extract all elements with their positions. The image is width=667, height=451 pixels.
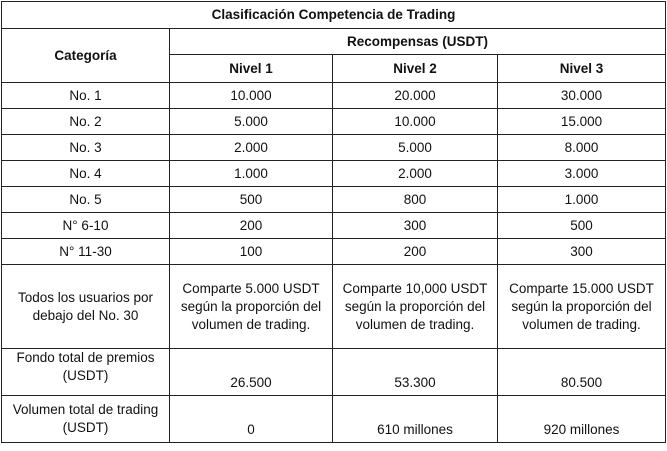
level-2-value: 800 [333, 187, 498, 213]
level-1-value: 5.000 [170, 109, 333, 135]
level-3-value: Comparte 15.000 USDT según la proporción del volumen de trading. [498, 265, 666, 349]
level-3-value: 300 [498, 239, 666, 265]
level-1-value: 0 [170, 396, 333, 443]
others-label: Todos los usuarios por debajo del No. 30 [2, 265, 170, 349]
others-row [2, 265, 666, 349]
rank-label: No. 1 [2, 83, 170, 109]
level-3-value: 80.500 [498, 349, 666, 396]
level-2-value: 53.300 [333, 349, 498, 396]
volume-label: Volumen total de trading (USDT) [2, 396, 170, 443]
rank-label: No. 5 [2, 187, 170, 213]
level-1-value: 500 [170, 187, 333, 213]
table-row [2, 161, 666, 187]
level-1-value: 26.500 [170, 349, 333, 396]
level-2-value: 10.000 [333, 109, 498, 135]
rank-label: No. 2 [2, 109, 170, 135]
level-1-value: 200 [170, 213, 333, 239]
title-row [2, 2, 666, 29]
level-3-value: 920 millones [498, 396, 666, 443]
prize-pool-label: Fondo total de premios (USDT) [2, 349, 170, 396]
level-1-value: Comparte 5.000 USDT según la proporción del volumen de trading. [170, 265, 333, 349]
level-1-value: 1.000 [170, 161, 333, 187]
level-1-value: 2.000 [170, 135, 333, 161]
table-row [2, 135, 666, 161]
rank-label: No. 3 [2, 135, 170, 161]
level-3-header: Nivel 3 [498, 55, 666, 83]
level-2-value: 20.000 [333, 83, 498, 109]
level-3-value: 3.000 [498, 161, 666, 187]
rewards-header: Recompensas (USDT) [170, 29, 666, 55]
level-2-header: Nivel 2 [333, 55, 498, 83]
trading-competition-table [1, 1, 666, 443]
rank-label: N° 6-10 [2, 213, 170, 239]
level-1-value: 10.000 [170, 83, 333, 109]
level-3-value: 15.000 [498, 109, 666, 135]
category-header: Categoría [2, 29, 170, 83]
table-row [2, 109, 666, 135]
level-1-header: Nivel 1 [170, 55, 333, 83]
level-3-value: 1.000 [498, 187, 666, 213]
level-2-value: 610 millones [333, 396, 498, 443]
table-row [2, 83, 666, 109]
table-row [2, 239, 666, 265]
level-1-value: 100 [170, 239, 333, 265]
rank-label: No. 4 [2, 161, 170, 187]
table-row [2, 187, 666, 213]
volume-row [2, 396, 666, 443]
level-2-value: 5.000 [333, 135, 498, 161]
rank-label: N° 11-30 [2, 239, 170, 265]
level-3-value: 500 [498, 213, 666, 239]
prize-pool-row [2, 349, 666, 396]
level-2-value: 2.000 [333, 161, 498, 187]
level-3-value: 8.000 [498, 135, 666, 161]
table-row [2, 213, 666, 239]
header-row [2, 29, 666, 55]
level-3-value: 30.000 [498, 83, 666, 109]
level-2-value: Comparte 10,000 USDT según la proporción del volumen de trading. [333, 265, 498, 349]
table-title: Clasificación Competencia de Trading [2, 2, 666, 29]
level-2-value: 200 [333, 239, 498, 265]
level-2-value: 300 [333, 213, 498, 239]
